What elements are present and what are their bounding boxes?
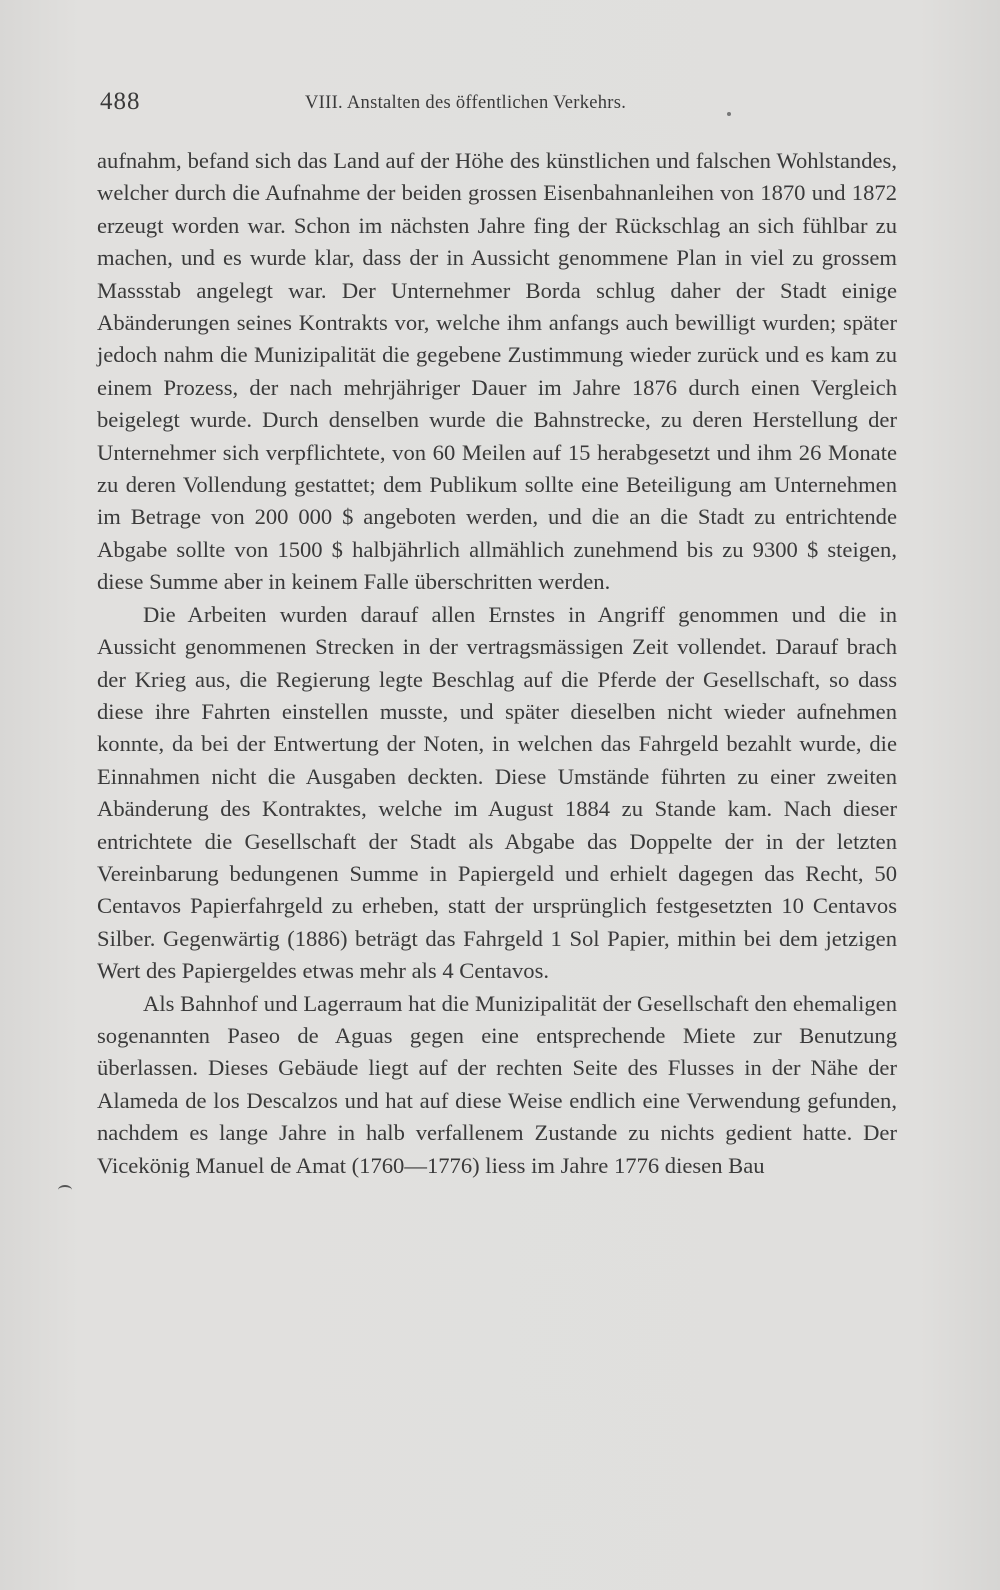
paragraph-3: Als Bahnhof und Lagerraum hat die Munizipalität der Gesellschaft den ehemaligen sogenannten Paseo de Aguas gegen eine entsprechende Miete zur Benutzung überlassen. Dieses Gebäude liegt auf der rechten Seite des Flusses in der Nähe der Alameda de los Descalzos und hat auf diese Weise endlich eine Verwendung gefunden, nachdem es lange Jahre in halb verfallenem Zustande zu nichts gedient hatte. Der Vicekönig Manuel de Amat (1760—1776) liess im Jahre 1776 diesen Bau (97, 990, 897, 1178)
margin-pencil-mark (58, 1185, 72, 1195)
running-head: VIII. Anstalten des öffentlichen Verkehrs. (305, 93, 627, 113)
body-text (97, 145, 897, 1182)
page-number: 488 (100, 88, 141, 115)
paragraph-1: aufnahm, befand sich das Land auf der Höhe des künstlichen und falschen Wohlstandes, welcher durch die Aufnahme der beiden grossen Eisenbahnanleihen von 1870 und 1872 erzeugt worden war. Schon im nächsten Jahre fing der Rückschlag an sich fühlbar zu machen, und es wurde klar, dass der in Aussicht genommene Plan in viel zu grossem Massstab angelegt war. Der Unternehmer Borda schlug daher der Stadt einige Abänderungen seines Kontrakts vor, welche ihm anfangs auch bewilligt wurden; später jedoch nahm die Munizipalität die gegebene Zustimmung wieder zurück und es kam zu einem Prozess, der nach mehrjähriger Dauer im Jahre 1876 durch einen Vergleich beigelegt wurde. Durch denselben wurde die Bahnstrecke, zu deren Herstellung der Unternehmer sich verpflichtete, von 60 Meilen auf 15 herabgesetzt und ihm 26 Monate zu deren Vollendung gestattet; dem Publikum sollte eine Beteiligung am Unternehmen im Betrage von 200 000 $ angeboten werden, und die an die Stadt zu entrichtende Abgabe sollte von 1500 $ halbjährlich allmählich zunehmend bis zu 9300 $ steigen, diese Summe aber in keinem Falle überschritten werden. (97, 148, 897, 595)
page-header (100, 88, 900, 128)
ink-speck (727, 112, 731, 116)
paragraph-2: Die Arbeiten wurden darauf allen Ernstes in Angriff genommen und die in Aussicht genommenen Strecken in der vertragsmässigen Zeit vollendet. Darauf brach der Krieg aus, die Regierung legte Beschlag auf die Pferde der Gesellschaft, so dass diese ihre Fahrten einstellen musste, und später dieselben nicht wieder aufnehmen konnte, da bei der Entwertung der Noten, in welchen das Fahrgeld bezahlt wurde, die Einnahmen nicht die Ausgaben deckten. Diese Umstände führten zu einer zweiten Abänderung des Kontraktes, welche im August 1884 zu Stande kam. Nach dieser entrichtete die Gesellschaft der Stadt als Abgabe das Doppelte der in der letzten Vereinbarung bedungenen Summe in Papiergeld und erhielt dagegen das Recht, 50 Centavos Papierfahrgeld zu erheben, statt der ursprünglich festgesetzten 10 Centavos Silber. Gegenwärtig (1886) beträgt das Fahrgeld 1 Sol Papier, mithin bei dem jetzigen Wert des Papiergeldes etwas mehr als 4 Centavos. (97, 601, 897, 984)
